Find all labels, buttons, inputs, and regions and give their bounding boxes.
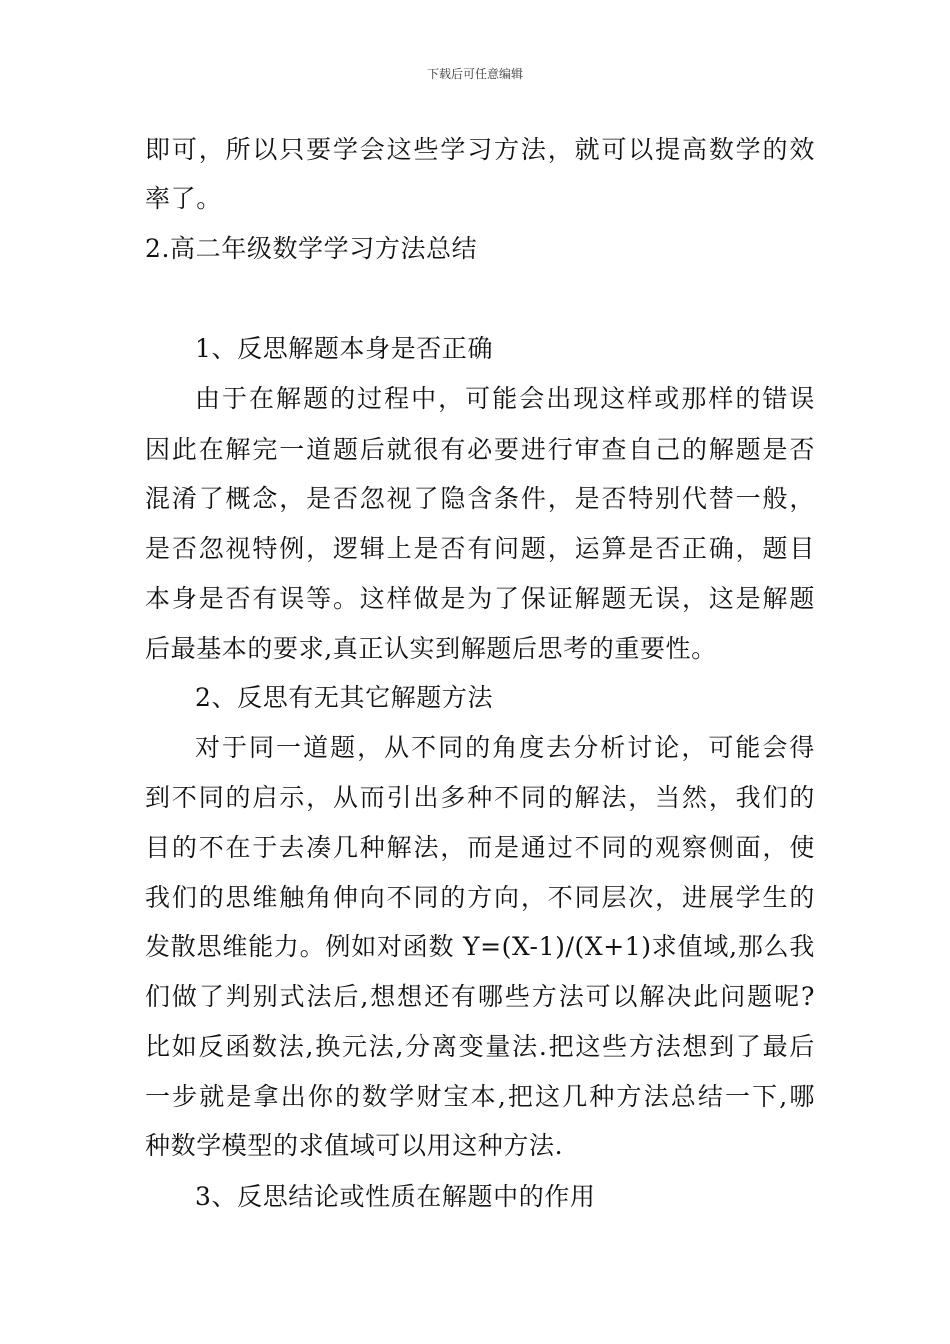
section-heading: 2.高二年级数学学习方法总结	[145, 234, 478, 263]
text-line: 混淆了概念，是否忽视了隐含条件，是否特别代替一般，	[145, 484, 815, 513]
subsection-heading: 3、反思结论或性质在解题中的作用	[195, 1182, 596, 1211]
text-line: 一步就是拿出你的数学财宝本,把这几种方法总结一下,哪	[145, 1082, 815, 1111]
text-line: 我们的思维触角伸向不同的方向，不同层次，进展学生的	[145, 883, 815, 912]
text-line: 目的不在于去凑几种解法，而是通过不同的观察侧面，使	[145, 833, 815, 862]
text-line: 因此在解完一道题后就很有必要进行审查自己的解题是否	[145, 435, 815, 464]
text-line: 比如反函数法,换元法,分离变量法.把这些方法想到了最后	[145, 1032, 815, 1061]
text-line: 即可，所以只要学会这些学习方法，就可以提高数学的效	[145, 135, 815, 164]
subsection-heading: 2、反思有无其它解题方法	[195, 683, 494, 712]
text-line: 到不同的启示，从而引出多种不同的解法，当然，我们的	[145, 783, 815, 812]
text-line: 本身是否有误等。这样做是为了保证解题无误，这是解题	[145, 584, 815, 613]
text-line: 后最基本的要求,真正认实到解题后思考的重要性。	[145, 634, 717, 663]
text-line: 发散思维能力。例如对函数 Y=(X-1)/(X+1)求值域,那么我	[145, 932, 815, 961]
page-header: 下载后可任意编辑	[426, 67, 523, 81]
text-line: 是否忽视特例，逻辑上是否有问题，运算是否正确，题目	[145, 534, 815, 563]
text-line: 种数学模型的求值域可以用这种方法.	[145, 1131, 564, 1160]
text-line: 由于在解题的过程中，可能会出现这样或那样的错误	[195, 384, 815, 413]
text-line: 率了。	[145, 184, 222, 213]
text-line: 对于同一道题，从不同的角度去分析讨论，可能会得	[195, 733, 815, 762]
subsection-heading: 1、反思解题本身是否正确	[195, 334, 494, 363]
text-line: 们做了判别式法后,想想还有哪些方法可以解决此问题呢?	[145, 982, 815, 1011]
